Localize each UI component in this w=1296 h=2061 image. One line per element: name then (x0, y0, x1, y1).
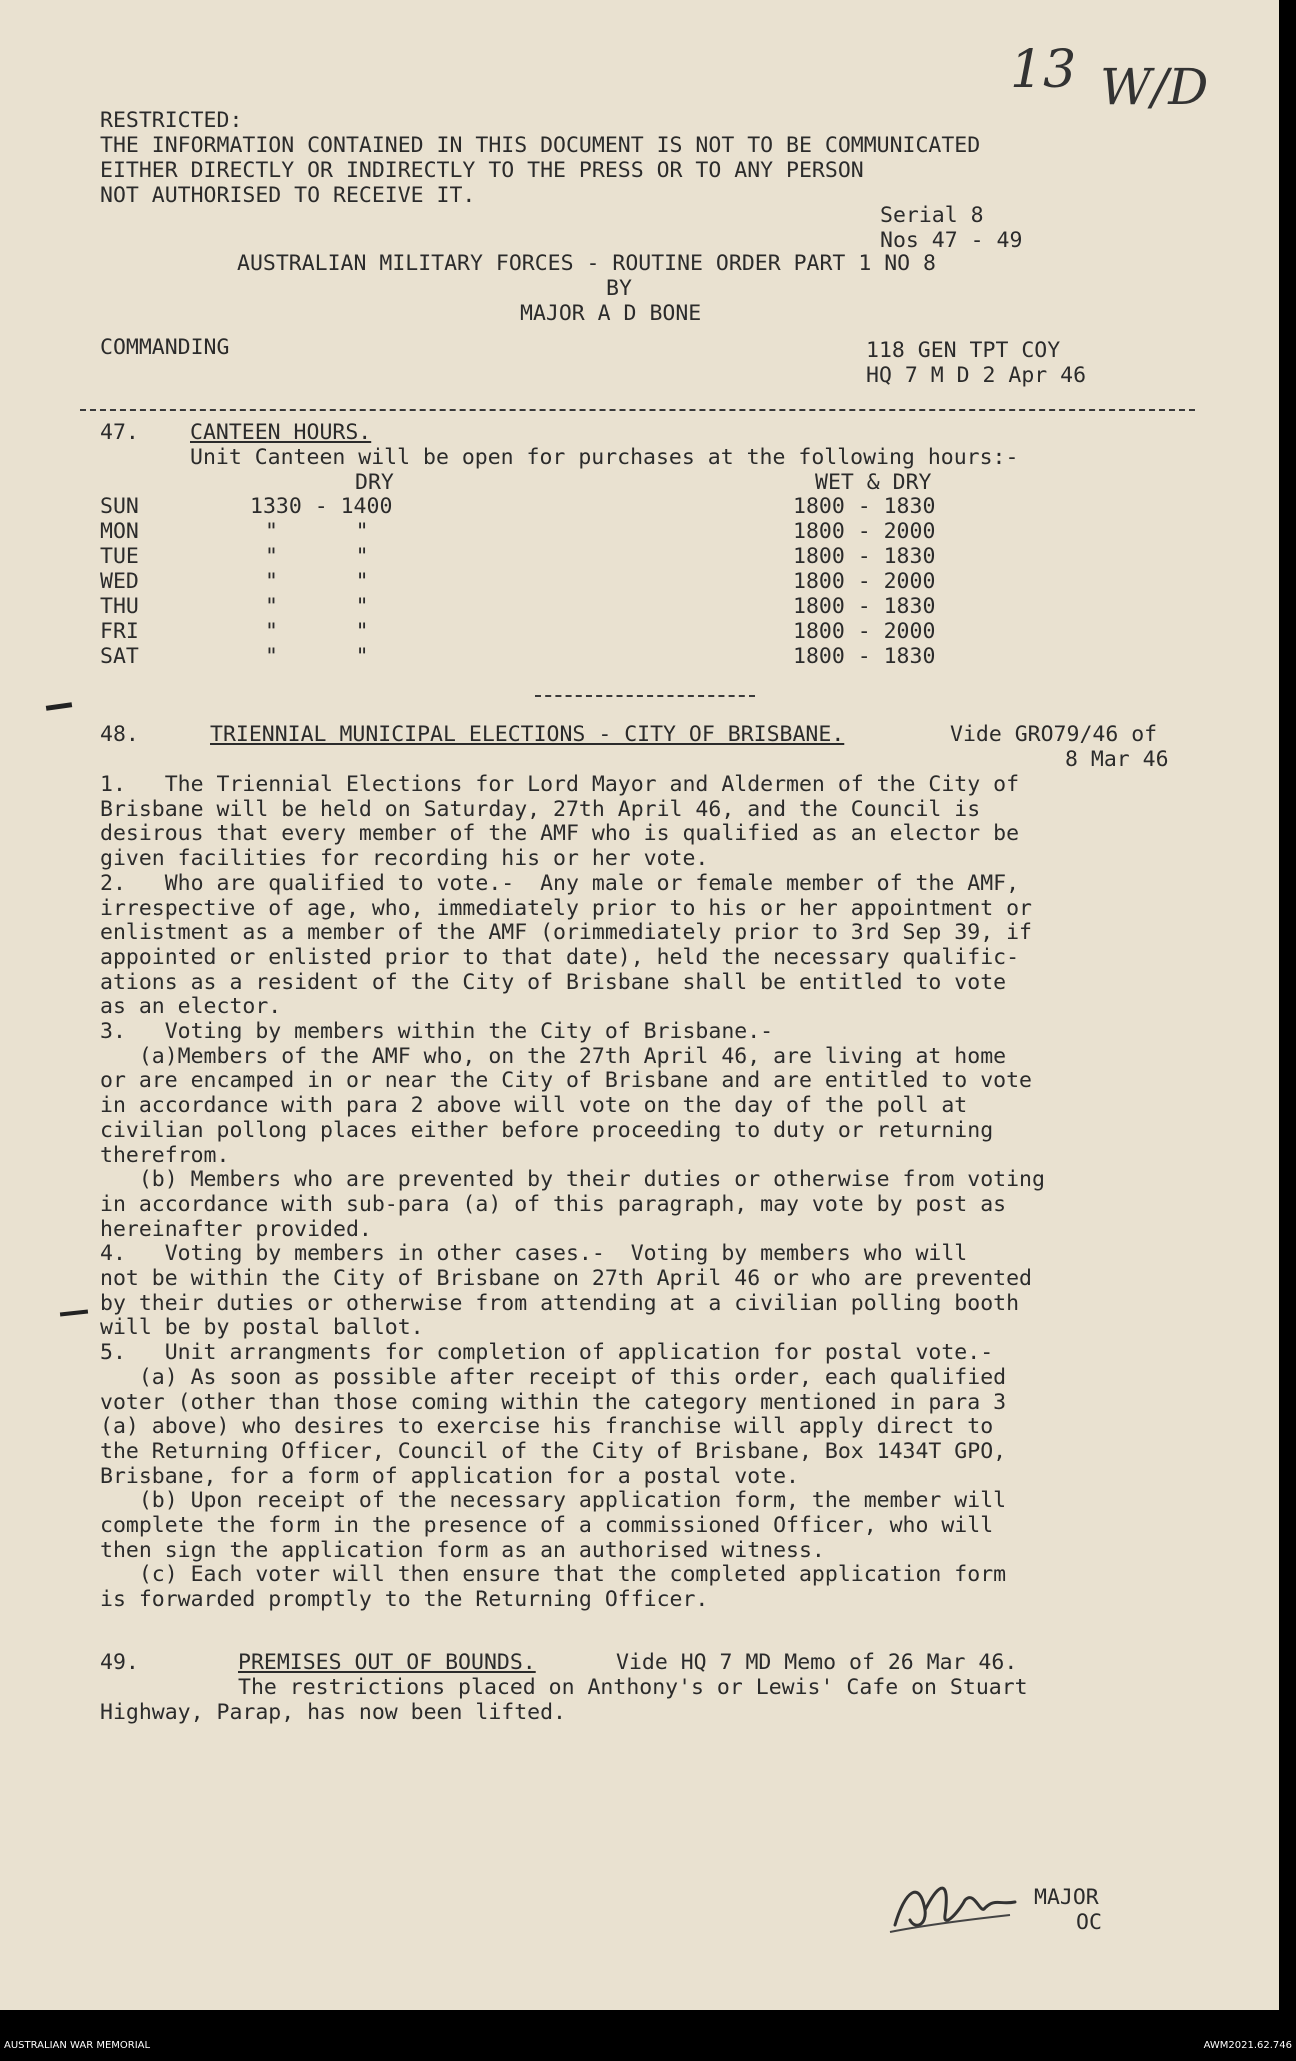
day-label: SAT (100, 644, 139, 669)
signoff-role: OC (1076, 1910, 1102, 1935)
section-48-line: (a) As soon as possible after receipt of this order, each qualified (100, 1364, 1007, 1390)
wet-dry-hours: 1800 - 1830 (793, 544, 936, 569)
issuing-officer: MAJOR A D BONE (520, 301, 702, 326)
section-48-line: the Returning Officer, Council of the City of Brisbane, Box 1434T GPO, (100, 1438, 1007, 1464)
section-48-line: 1. The Triennial Elections for Lord Mayor and Aldermen of the City of (100, 772, 1020, 797)
commanding-label: COMMANDING (100, 335, 230, 360)
section-48-line: is forwarded promptly to the Returning Officer. (100, 1587, 709, 1613)
dry-hours: 1330 - 1400 (250, 494, 393, 519)
dry-column-header: DRY (355, 470, 394, 495)
section-48-line: (a) above) who desires to exercise his franchise will apply direct to (100, 1414, 994, 1440)
dry-hours: " " (265, 569, 369, 594)
section-48-line: ations as a resident of the City of Brisbane shall be entitled to vote (100, 969, 1007, 995)
restricted-line-2: EITHER DIRECTLY OR INDIRECTLY TO THE PRESS OR TO ANY PERSON (100, 158, 864, 183)
dry-hours: " " (265, 619, 369, 644)
order-numbers: Nos 47 - 49 (880, 228, 1023, 253)
day-label: THU (100, 594, 139, 619)
section-48-line: by their duties or otherwise from attending at a civilian polling booth (100, 1290, 1020, 1316)
dry-hours: " " (265, 544, 369, 569)
restricted-label: RESTRICTED: (100, 108, 243, 133)
section-48-line: Brisbane will be held on Saturday, 27th April 46, and the Council is (100, 796, 981, 822)
section-divider (535, 695, 755, 697)
wet-dry-hours: 1800 - 1830 (793, 644, 936, 669)
day-label: WED (100, 569, 139, 594)
section-48-line: in accordance with para 2 above will vote on the day of the poll at (100, 1093, 968, 1119)
punch-mark (46, 702, 72, 711)
section-49-vide: Vide HQ 7 MD Memo of 26 Mar 46. (616, 1650, 1018, 1675)
wet-dry-hours: 1800 - 1830 (793, 494, 936, 519)
wet-dry-hours: 1800 - 2000 (793, 519, 936, 544)
section-49-heading: PREMISES OUT OF BOUNDS. (238, 1650, 536, 1675)
section-48-line: as an elector. (100, 994, 282, 1020)
restricted-line-1: THE INFORMATION CONTAINED IN THIS DOCUMENT IS NOT TO BE COMMUNICATED (100, 133, 981, 158)
handwritten-page-number: 13 (1010, 40, 1077, 100)
footer-accession-number: AWM2021.62.746 (1203, 2040, 1292, 2051)
document-title: AUSTRALIAN MILITARY FORCES - ROUTINE ORDER PART 1 NO 8 (237, 251, 936, 276)
wet-dry-hours: 1800 - 2000 (793, 569, 936, 594)
section-47-heading: CANTEEN HOURS. (190, 420, 372, 445)
signature (885, 1870, 1025, 1940)
section-48-line: complete the form in the presence of a commissioned Officer, who will (100, 1513, 994, 1538)
section-48-line: hereinafter provided. (100, 1216, 372, 1242)
section-48-line: 2. Who are qualified to vote.- Any male or female member of the AMF, (100, 870, 1020, 896)
wet-dry-hours: 1800 - 1830 (793, 594, 936, 619)
section-47-intro: Unit Canteen will be open for purchases at the following hours:- (190, 445, 1019, 470)
section-48-line: appointed or enlisted prior to that date), held the necessary qualific- (100, 944, 1020, 970)
section-48-line: (a)Members of the AMF who, on the 27th April 46, are living at home (100, 1043, 1007, 1069)
section-48-line: voter (other than those coming within the category mentioned in para 3 (100, 1389, 1007, 1415)
section-48-line: (c) Each voter will then ensure that the completed application form (100, 1562, 1007, 1588)
day-label: MON (100, 519, 139, 544)
section-48-line: or are encamped in or near the City of Brisbane and are entitled to vote (100, 1068, 1032, 1094)
section-48-line: then sign the application form as an authorised witness. (100, 1537, 825, 1563)
dry-hours: " " (265, 644, 369, 669)
section-49-line-1: The restrictions placed on Anthony's or Lewis' Cafe on Stuart (238, 1675, 1028, 1700)
header-divider (80, 409, 1195, 411)
section-49-line-2: Highway, Parap, has now been lifted. (100, 1700, 566, 1725)
section-48-line: civilian pollong places either before proceeding to duty or returning (100, 1117, 994, 1143)
section-48-heading: TRIENNIAL MUNICIPAL ELECTIONS - CITY OF BRISBANE. (210, 722, 845, 747)
wet-dry-hours: 1800 - 2000 (793, 619, 936, 644)
section-48-line: 3. Voting by members within the City of Brisbane.- (100, 1019, 774, 1044)
section-48-line: not be within the City of Brisbane on 27th April 46 or who are prevented (100, 1266, 1032, 1291)
section-48-line: will be by postal ballot. (100, 1315, 424, 1341)
unit-name: 118 GEN TPT COY (866, 338, 1061, 363)
section-48-line: enlistment as a member of the AMF (orimmediately prior to 3rd Sep 39, if (100, 920, 1032, 946)
signoff-rank: MAJOR (1034, 1885, 1099, 1910)
serial-number: Serial 8 (880, 203, 984, 228)
section-48-line: Brisbane, for a form of application for a postal vote. (100, 1463, 799, 1489)
day-label: TUE (100, 544, 139, 569)
restricted-line-3: NOT AUTHORISED TO RECEIVE IT. (100, 183, 476, 208)
section-48-line: irrespective of age, who, immediately prior to his or her appointment or (100, 895, 1032, 921)
section-48-line: desirous that every member of the AMF who is qualified as an elector be (100, 821, 1020, 847)
hq-date: HQ 7 M D 2 Apr 46 (866, 363, 1087, 388)
dry-hours: " " (265, 594, 369, 619)
section-48-line: (b) Members who are prevented by their duties or otherwise from voting (100, 1167, 1045, 1193)
wet-dry-column-header: WET & DRY (815, 470, 932, 495)
footer-archive-name: AUSTRALIAN WAR MEMORIAL (4, 2040, 151, 2051)
section-48-vide: Vide GRO79/46 of (950, 722, 1158, 747)
section-48-line: therefrom. (100, 1142, 230, 1168)
section-49-number: 49. (100, 1650, 139, 1675)
handwritten-wd-mark: W/D (1100, 58, 1209, 116)
dry-hours: " " (265, 519, 369, 544)
section-48-line: in accordance with sub-para (a) of this paragraph, may vote by post as (100, 1191, 1007, 1217)
section-48-line: given facilities for recording his or her vote. (100, 846, 709, 872)
punch-mark (60, 1310, 88, 1317)
section-47-number: 47. (100, 420, 139, 445)
section-48-line: (b) Upon receipt of the necessary application form, the member will (100, 1488, 1007, 1514)
by-label: BY (606, 276, 632, 301)
section-48-line: 5. Unit arrangments for completion of application for postal vote.- (100, 1340, 994, 1366)
section-48-number: 48. (100, 722, 139, 747)
section-48-line: 4. Voting by members in other cases.- Voting by members who will (100, 1241, 968, 1267)
day-label: SUN (100, 494, 139, 519)
day-label: FRI (100, 619, 139, 644)
section-48-vide-date: 8 Mar 46 (1065, 747, 1169, 772)
